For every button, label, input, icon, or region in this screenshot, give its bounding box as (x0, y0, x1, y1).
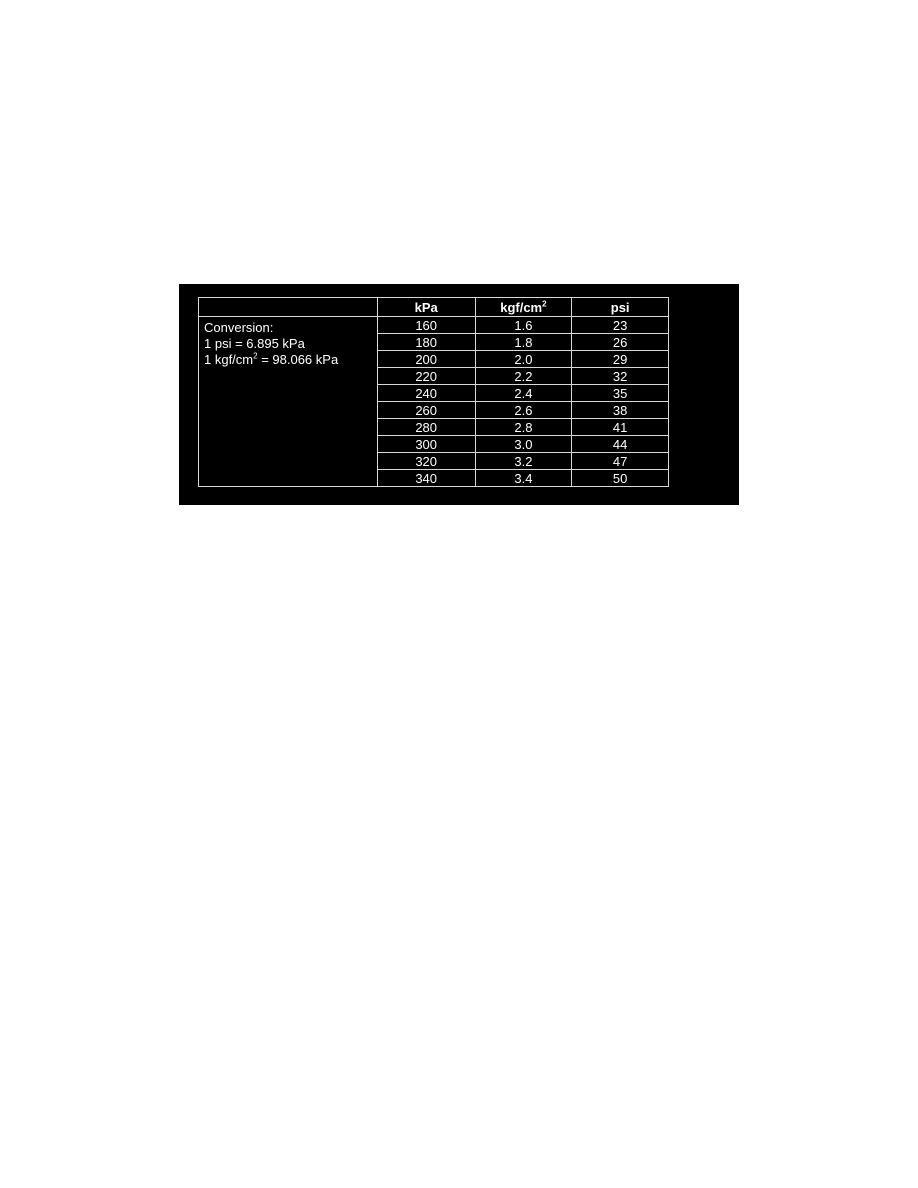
header-kgf-exponent: 2 (542, 299, 547, 309)
header-row (199, 298, 669, 317)
table-row (199, 317, 669, 334)
kpa-cell: 320 (377, 453, 475, 470)
kpa-cell: 200 (377, 351, 475, 368)
kpa-cell: 260 (377, 402, 475, 419)
conversion-kgf-tail: = 98.066 kPa (257, 352, 339, 367)
kgf-cell: 2.8 (475, 419, 572, 436)
psi-cell: 44 (572, 436, 669, 453)
kpa-cell: 300 (377, 436, 475, 453)
conversion-table-figure (179, 284, 739, 505)
kpa-cell: 160 (377, 317, 475, 334)
pressure-conversion-table (198, 297, 669, 487)
kgf-cell: 3.2 (475, 453, 572, 470)
kgf-cell: 3.0 (475, 436, 572, 453)
header-psi: psi (572, 298, 669, 317)
psi-cell: 32 (572, 368, 669, 385)
kgf-cell: 2.0 (475, 351, 572, 368)
kgf-cell: 2.4 (475, 385, 572, 402)
conversion-kgf-base: 1 kgf/cm (204, 352, 254, 367)
psi-cell: 26 (572, 334, 669, 351)
kpa-cell: 180 (377, 334, 475, 351)
kgf-cell: 1.8 (475, 334, 572, 351)
kgf-cell: 2.2 (475, 368, 572, 385)
header-kgf (475, 298, 572, 317)
conversion-note (199, 317, 378, 487)
kpa-cell: 240 (377, 385, 475, 402)
psi-cell: 35 (572, 385, 669, 402)
conversion-kgf-line (204, 352, 377, 368)
kpa-cell: 220 (377, 368, 475, 385)
kpa-cell: 280 (377, 419, 475, 436)
psi-cell: 41 (572, 419, 669, 436)
psi-cell: 38 (572, 402, 669, 419)
header-kpa: kPa (377, 298, 475, 317)
conversion-kgf-exponent: 2 (253, 351, 258, 361)
kgf-cell: 1.6 (475, 317, 572, 334)
psi-cell: 47 (572, 453, 669, 470)
conversion-title: Conversion: (204, 320, 274, 335)
kgf-cell: 2.6 (475, 402, 572, 419)
psi-cell: 23 (572, 317, 669, 334)
psi-cell: 29 (572, 351, 669, 368)
header-blank (199, 298, 378, 317)
conversion-psi-line: 1 psi = 6.895 kPa (204, 336, 305, 351)
psi-cell: 50 (572, 470, 669, 487)
header-kgf-base: kgf/cm (500, 299, 543, 315)
kpa-cell: 340 (377, 470, 475, 487)
kgf-cell: 3.4 (475, 470, 572, 487)
